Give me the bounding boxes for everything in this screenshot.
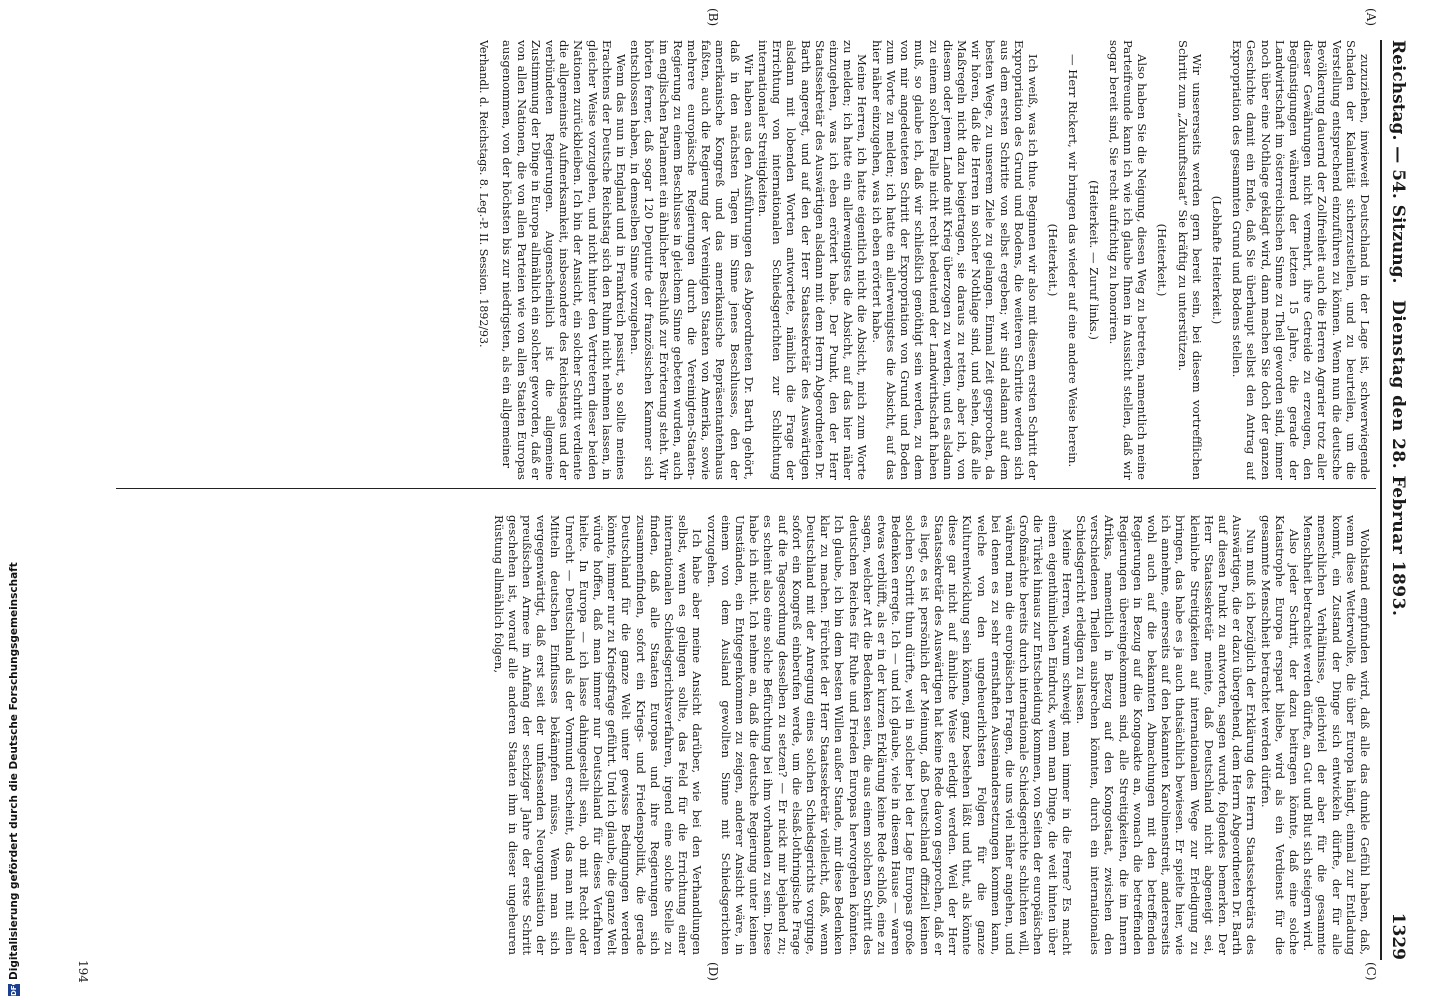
paragraph: (Heiterkeit.) bbox=[1046, 223, 1061, 297]
marker-b: (B) bbox=[706, 8, 720, 27]
paragraph: Meine Herren, ich hatte eigentlich nicht die Absicht, mich zum Worte zu melden; ich hatte ein allerwenigstes die Absicht, auf das hier näher einzugehen, was ich eben erörtert habe. Der Punkt, den der Herr Staatssekretär des Auswärtigen alsdann mit dem Herrn Abgeordneten Dr. Barth angeregt, und auf den der Herr Staatssekretär des Auswärtigen alsdann mit lobenden Worten antwortete, nämlich die Frage der Errichtung von internationalen Schiedsgerichten zur Schlichtung internationaler Streitigkeiten. bbox=[756, 40, 870, 480]
header-rule bbox=[1380, 40, 1382, 960]
paragraph: (Lebhafte Heiterkeit.) bbox=[1209, 195, 1224, 325]
text-column-left bbox=[92, 40, 1372, 480]
dfg-logo: DFG bbox=[10, 979, 18, 996]
publication-signature: Verhandl. d. Reichstags. 8. Leg.-P. II. Session. 1892/93. bbox=[477, 40, 491, 348]
sheet-mark: 194 bbox=[76, 960, 90, 983]
marker-d: (D) bbox=[706, 962, 720, 981]
paragraph: Meine Herren, warum schweigt man immer in die Ferne? Es macht einen eigenthümlichen Eindruck, wenn man Dinge, die weit hinten über die Türkei hinaus zur Entscheidung kommen, von Seiten der europäischen Großmächte bereits durch internationale Schiedsgerichte schlichten will, während man die europäischen Fragen, die uns viel näher angehen, und bei denen es zu sehr ernsthaften Auseinandersetzungen kommen kann, welche von den ungeheuerlichsten Folgen für die ganze Kulturentwicklung sein können, ganz bestehen läßt und thut, als könnte diese gar nicht auf ähnliche Weise erledigt werden. Weil der Herr Staatssekretär des Auswärtigen hat keine Rede davon gesprochen, daß er es liegt, es ist persönlich der Meinung, daß Deutschland offiziell keinen solchen Schritt thun dürfte, weil in solcher bei der Lage Europas große Bedenken erregte. Ich — und ich glaube, viele in diesem Hause — waren etwas verblüfft, als er in der kurzen Erklärung keine Rede schloß, eine zu sagen, welcher Art die Bedenken seien, die aus einem solchen Schritt des deutschen Reiches für Ruhe und Frieden Europas hervorgehen könnten. Ich glaube, ich bin dem besten Willen außer Stande, mir diese Bedenken klar zu machen. Fürchtet der Herr Staatssekretär vielleicht, daß, wenn Deutschland mit der Anregung eines solchen Schiedsgerichts vorginge, sofort ein Kongreß einberufen werde, um die elsaß-lothringische Frage auf die Tagesordnung desselben zu setzen? — Er nickt mir bejahend zu; es scheint also eine solche Befürchtung bei ihm vorhanden zu sein. Diese habe ich nicht. Ich nehme an, daß die deutsche Regierung unter keinen Umständen, ein Entgegenkommen zu zeigen, anderer Ansicht wäre, in einem von dem Ausland gewollten Sinne mit Schiedsgerichten vorzugehen. bbox=[704, 515, 1074, 955]
marker-c: (C) bbox=[1364, 962, 1378, 981]
digitization-credit bbox=[8, 562, 20, 996]
side-footer-strip bbox=[0, 0, 24, 1000]
paragraph: Nun muß ich bezüglich der Erklärung des Herrn Staatssekretärs des Auswärtigen, die er dazu übergehend, dem Herrn Abgeordneten Dr. Barth auf diesen Punkt zu antworten, sagen wurde, folgendes bemerken. Der Herr Staatssekretär meinte, daß Deutschland nicht abgeneigt sei, kleinliche Streitigkeiten auf internationalem Wege zur Erledigung zu bringen, das habe es ja auch thatsächlich bewiesen. Er spielte hier, wie ich annehme, einerseits auf den bekannten Karolinenstreit, andererseits wohl auch auf die bekannten Abmachungen mit den betreffenden Regierungen in Bezug auf die Kongoakte an, wonach die betreffenden Regierungen übereingekommen sind, alle Streitigkeiten, die im Innern Afrikas, namentlich in Bezug auf den Kongostaat, zwischen den verschiedenen Theilen ausbrechen könnten, durch ein internationales Schiedsgericht erledigen zu lassen. bbox=[1073, 515, 1259, 955]
paragraph: (Heiterkeit.) bbox=[1155, 223, 1170, 297]
paragraph: Wohlstand empfunden wird, daß alle das dunkle Gefühl haben, daß, wenn diese Wetterwolke, die über Europa hängt, einmal zur Entladung kommt, ein Zustand der Dinge sich entwickeln dürfte, der für alle menschlichen Verhältnisse, gleichviel der aber für die gesammte Menschheit betrachtet werden dürfte, an Gut und Blut sich steigern wird. bbox=[1301, 515, 1372, 955]
header-left: Reichstag. — 54. Sitzung. bbox=[1388, 40, 1408, 284]
header-center: Dienstag den 28. Februar 1893. bbox=[1388, 300, 1408, 617]
paragraph: Wir unsererseits werden gern bereit sein, bei diesem vortrefflichen Schritt zum „Zukunftsstaat“ Sie kräftig zu unterstützen. bbox=[1175, 40, 1204, 480]
paragraph: Ich weiß, was ich thue. Beginnen wir also mit diesem ersten Schritt der Expropriation des Grund und Bodens, die weiteren Schritte werden sich aus dem ersten Schritte von selbst ergeben; wir sind alsdann auf dem besten Wege, zu unserem Ziele zu gelangen. Einmal Zeit gesprochen, da wir hören, daß die Herren in solcher Nothlage sind, und sehen, daß alle Maßregeln nicht dazu beigetragen, sie daraus zu retten, aber ich, von diesem oder jenem Lande mit Krieg überzogen zu werden, und es alsdann zu einem solchen Falle nicht recht bedeutend der Landwirthschaft haben muß, so glaube ich, daß wir schließlich genöthigt sein werden, zu dem von mir angedeuteten Schritt der Expropriation von Grund und Boden zum Worte zu melden; ich hatte ein allerwenigstes die Absicht, auf das hier näher einzugehen, was ich eben erörtert habe. bbox=[869, 40, 1040, 480]
rotated-page-content bbox=[40, 0, 1410, 1000]
paragraph: (Heiterkeit. — Zuruf links.) bbox=[1086, 180, 1101, 340]
page-number: 1329 bbox=[1388, 912, 1408, 960]
marker-a: (A) bbox=[1364, 8, 1378, 27]
paragraph: Also jeder Schritt, der dazu beitragen könnte, daß eine solche Katastrophe Europa erspart bliebe, wird als ein Verdienst für die gesammte Menschheit betrachtet werden dürfen. bbox=[1258, 515, 1301, 955]
column-divider bbox=[116, 488, 1376, 489]
page-header bbox=[1384, 40, 1408, 960]
paragraph: zuzuziehen, inwieweit Deutschland in der Lage ist, schwerwiegende Schaden der Kalamität sicherzustellen, und zu beurteilen, um die Verstellung entsprechend einzuführen zu können. Wenn nun die deutsche Bevölkerung dauernd der Zollfreiheit auch die Herren Agrarier trotz aller dieser Gewährungen nicht vermehrt, ihre Getreide zu erzeugen, den Begünstigungen während der letzten 15 Jahre, die gerade der Landwirtschaft im österreichischen Sinne zu Theil geworden sind, immer noch über eine Nothlage geklagt wird, dann machen Sie doch der ganzen Geschichte damit ein Ende, daß Sie überhaupt selbst den Antrag auf Expropriation des gesammten Grund und Bodens stellen. bbox=[1230, 40, 1372, 480]
paragraph: Also haben Sie die Neigung, diesen Weg zu betreten, namentlich meine Parteifreunde kann ich wie ich glaube Ihnen in Aussicht stellen, daß wir sogar bereit sind, Sie recht aufrichtig zu honoriren. bbox=[1106, 40, 1150, 480]
paragraph: Wenn das nun in England und in Frankreich passirt, so sollte meines Erachtens der Deutsche Reichstag sich den Ruhm nicht nehmen lassen, in gleicher Weise vorzugehen, und nicht hinter den Vertretern dieser beiden Nationen zurückbleiben. Ich bin der Ansicht, ein solcher Schritt verdiente die allgemeinste Aufmerksamkeit, insbesondere des Reichstages und der verbündeten Regierungen. Augenscheinlich ist die allgemeine Zustimmung der Dinge in Europa allmählich ein solcher geworden, daß er von allen Nationen, die von allen Parteien wie von allen Staaten Europas ausgenommen, von der höchsten bis zur niedrigsten, als ein allgemeiner bbox=[500, 40, 629, 480]
paragraph: Ich habe aber meine Ansicht darüber, wie bei den Verhandlungen selbst, wenn es gelingen sollte, das Feld für die Errichtung einer internationalen Schiedsgerichtsverfahren, irgend eine solche Stelle zu finden, daß alle Staaten Europas und ihre Regierungen sich zusammenfinden, sofort ein Kriegs- und Friedenspolitik, die gerade Deutschland für die ganze Welt unter gewisse Bedingungen werden könnte, immer nur zu Kriegsfrage geführt. Und ich glaube, die ganze Welt würde hoffen, daß man immer nur Deutschland für dieses Verfahren hielte. In Europa — ich lasse dahingestellt sein, ob mit Recht oder Unrecht — Deutschland als der Vormund erscheint, das man mit allen Mitteln deutschen Einflusses bekämpfen müsse, Wenn man sich vergegenwärtigt, daß erst seit der umfassenden Neuorganisation der preußischen Armee im Anfang der sechziger Jahre der erste Schritt geschehen ist, worauf alle anderen Staaten ihm in dieser ungeheuren Rüstung allmählich folgen, bbox=[491, 515, 705, 955]
paragraph: — Herr Rickert, wir bringen das wieder auf eine andere Weise herein. bbox=[1066, 54, 1081, 468]
digitization-credit-text: Digitalisierung gefördert durch die Deutsche Forschungsgemeinschaft bbox=[8, 562, 20, 980]
text-column-right bbox=[92, 515, 1372, 955]
paragraph: Wir haben aus den Ausführungen des Abgeordneten Dr. Barth gehört, daß in den nächsten Tagen im Sinne jenes Beschlusses, den der amerikanische Kongreß und das amerikanische Repräsentantenhaus faßten, auch die Regierung der Vereinigten Staaten von Amerika, sowie mehrere europäische Regierungen durch die Vereinigten-Staaten-Regierung zu einem Beschlusse in gleichem Sinne gebeten wurden, auch im englischen Parlament ein ähnlicher Beschluß zur Erörterung steht. Wir hörten ferner, daß sogar 120 Deputirte der französischen Kammer sich entschlossen haben, in demselben Sinne vorzugehen. bbox=[628, 40, 756, 480]
